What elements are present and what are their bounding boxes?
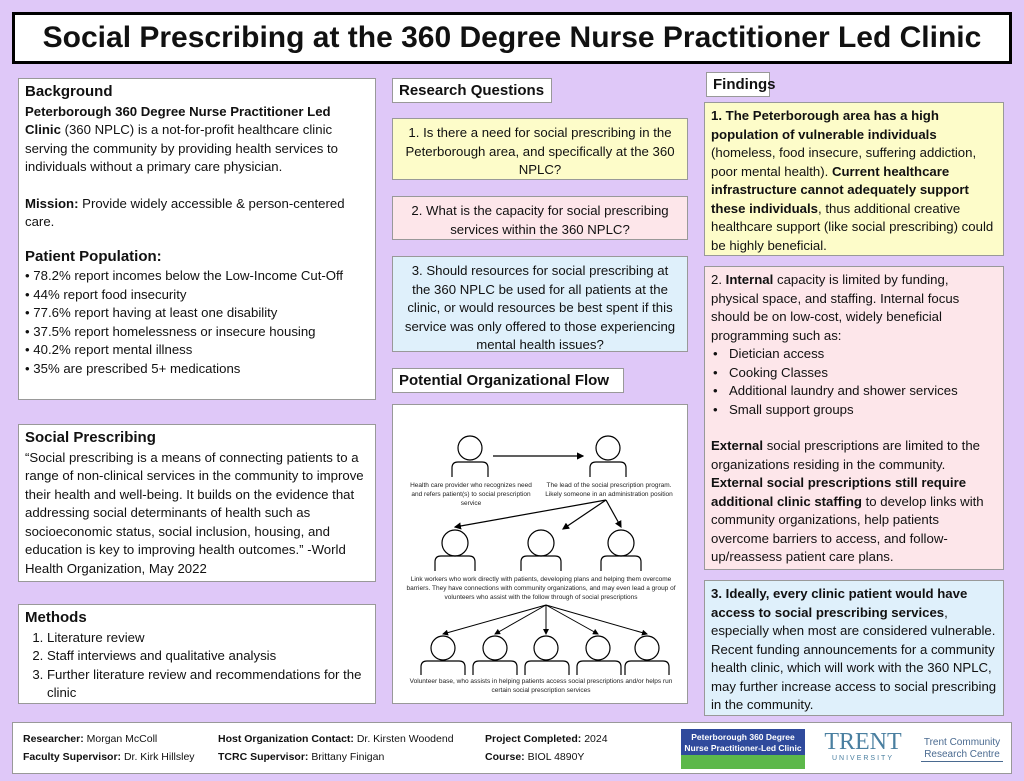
- list-item: • 37.5% report homelessness or insecure housing: [25, 323, 369, 342]
- list-item: • 44% report food insecurity: [25, 286, 369, 305]
- background-section: [18, 78, 376, 400]
- researcher-label: Researcher:: [23, 733, 84, 745]
- social-prescribing-section: [18, 424, 376, 582]
- poster-title: Social Prescribing at the 360 Degree Nurse Practitioner Led Clinic: [12, 12, 1012, 64]
- link-workers-caption: Link workers who work directly with patients, developing plans and helping them overcome barriers. They have connections with community organizations, and may even lead a group of volunteers who assist with the follow through of social prescriptions: [406, 576, 676, 601]
- faculty-supervisor: Dr. Kirk Hillsley: [123, 751, 195, 763]
- project-completed: 2024: [584, 733, 608, 745]
- list-item: 3. Further literature review and recommendations for the clinic: [47, 666, 369, 703]
- completed-label: Project Completed:: [485, 733, 582, 745]
- finding-1-bold: 1. The Peterborough area has a high population of vulnerable individuals: [711, 108, 939, 142]
- list-item: 2. Staff interviews and qualitative analysis: [47, 647, 369, 666]
- finding-text: , thus additional creative healthcare support (like social prescribing) could be highly beneficial.: [711, 200, 994, 253]
- finding-2: [704, 266, 1004, 570]
- list-item: • 40.2% report mental illness: [25, 341, 369, 360]
- list-item: • 78.2% report incomes below the Low-Income Cut-Off: [25, 267, 369, 286]
- trent-wordmark: TRENT: [824, 729, 902, 755]
- flow-heading: Potential Organizational Flow: [392, 368, 624, 393]
- finding-1: [704, 102, 1004, 256]
- researcher: Morgan McColl: [86, 733, 158, 745]
- person-icon: [473, 636, 517, 675]
- question-3: 3. Should resources for social prescribing at the 360 NPLC be used for all patients at the clinic, or would resources be best spent if this service was only offered to those experiencing mental health issues?: [392, 256, 688, 352]
- mission-text: Provide widely accessible & person-centered care.: [25, 195, 345, 229]
- flow-diagram: [392, 404, 688, 704]
- methods-section: [18, 604, 376, 704]
- population-heading: Patient Population:: [25, 247, 162, 265]
- person-icon: [601, 530, 641, 571]
- finding-3-bold: 3. Ideally, every clinic patient would have access to social prescribing services: [711, 586, 968, 620]
- clinic-logo-text: Peterborough 360 Degree Nurse Practitioner-Led Clinic: [684, 732, 802, 753]
- list-item: • Small support groups: [711, 401, 997, 420]
- finding-text: to develop links with community organizations, help patients overcome barriers to access, and follow-up/reassess patient care plans.: [711, 493, 984, 564]
- course: BIOL 4890Y: [527, 751, 585, 763]
- tcrc-label: TCRC Supervisor:: [218, 751, 309, 763]
- person-icon: [452, 436, 488, 477]
- finding-text: (homeless, food insecure, suffering addiction, poor mental health).: [711, 145, 977, 179]
- list-item: • 77.6% report having at least one disability: [25, 304, 369, 323]
- question-1: 1. Is there a need for social prescribing in the Peterborough area, and specifically at the 360 NPLC?: [392, 118, 688, 180]
- tcrc-logo: [921, 737, 1003, 762]
- trent-sub: UNIVERSITY: [831, 755, 894, 762]
- person-icon: [577, 636, 621, 675]
- trent-logo: [813, 729, 913, 762]
- findings-heading: Findings: [706, 72, 770, 97]
- list-item: • Dietician access: [711, 345, 997, 364]
- background-heading: Background: [25, 83, 113, 100]
- population-list: [25, 267, 369, 378]
- person-icon: [435, 530, 475, 571]
- finding-text: capacity is limited by funding, physical space, and staffing. Internal focus should be on low-cost, widely beneficial programming such as:: [711, 272, 960, 343]
- methods-heading: Methods: [25, 609, 87, 626]
- volunteer-caption: Volunteer base, who assists in helping patients access social prescriptions and/or helps run certain social prescription services: [409, 678, 673, 694]
- finding-2-bold: External social prescriptions still require additional clinic staffing: [711, 475, 967, 509]
- host-contact: Dr. Kirsten Woodend: [356, 733, 454, 745]
- mission-label: Mission:: [25, 195, 79, 211]
- external-label: External: [711, 438, 764, 453]
- org-description: (360 NPLC) is a not-for-profit healthcare clinic serving the community by providing health services to individuals without a primary care physician.: [25, 122, 338, 174]
- finding-3: [704, 580, 1004, 716]
- person-icon: [521, 530, 561, 571]
- internal-label: Internal: [725, 272, 774, 287]
- finding-text: , especially when most are considered vulnerable. Recent funding announcements for a community health clinic, which will work with the 360 NPLC, may further increase access to social prescribing in the community.: [711, 604, 997, 712]
- flow-chart-svg: [393, 405, 689, 705]
- org-name: Peterborough 360 Degree Nurse Practitioner Led Clinic: [25, 103, 331, 137]
- question-2: 2. What is the capacity for social prescribing services within the 360 NPLC?: [392, 196, 688, 240]
- finding-1-bold-2: Current healthcare infrastructure cannot adequately support these individuals: [711, 163, 969, 216]
- finding-number: 2.: [711, 272, 726, 287]
- course-label: Course:: [485, 751, 525, 763]
- lead-caption: The lead of the social prescription program. Likely someone in an administration position: [545, 482, 673, 498]
- list-item: 1. Literature review: [47, 629, 369, 648]
- clinic-logo: [681, 729, 805, 769]
- footer: [12, 722, 1012, 774]
- person-icon: [421, 636, 465, 675]
- person-icon: [625, 636, 669, 675]
- tcrc-supervisor: Brittany Finigan: [311, 751, 385, 763]
- tcrc-logo-text: Trent Community Research Centre: [923, 737, 1001, 760]
- research-questions-heading: Research Questions: [392, 78, 552, 103]
- list-item: • 35% are prescribed 5+ medications: [25, 360, 369, 379]
- host-label: Host Organization Contact:: [218, 733, 354, 745]
- faculty-label: Faculty Supervisor:: [23, 751, 122, 763]
- social-heading: Social Prescribing: [25, 429, 156, 446]
- who-quote: “Social prescribing is a means of connecting patients to a range of non-clinical services in the community to improve their health and well-being. It builds on the evidence that addressing social determinants of health such as socioeconomic status, social inclusion, housing, and education is key to improving health outcomes.” -World Health Organization, May 2022: [25, 449, 364, 576]
- finding-text: social prescriptions are limited to the organizations residing in the community.: [711, 438, 981, 472]
- list-item: • Additional laundry and shower services: [711, 382, 997, 401]
- provider-caption: Health care provider who recognizes need and refers patient(s) to social prescription service: [410, 482, 532, 507]
- list-item: • Cooking Classes: [711, 364, 997, 383]
- person-icon: [525, 636, 569, 675]
- person-icon: [590, 436, 626, 477]
